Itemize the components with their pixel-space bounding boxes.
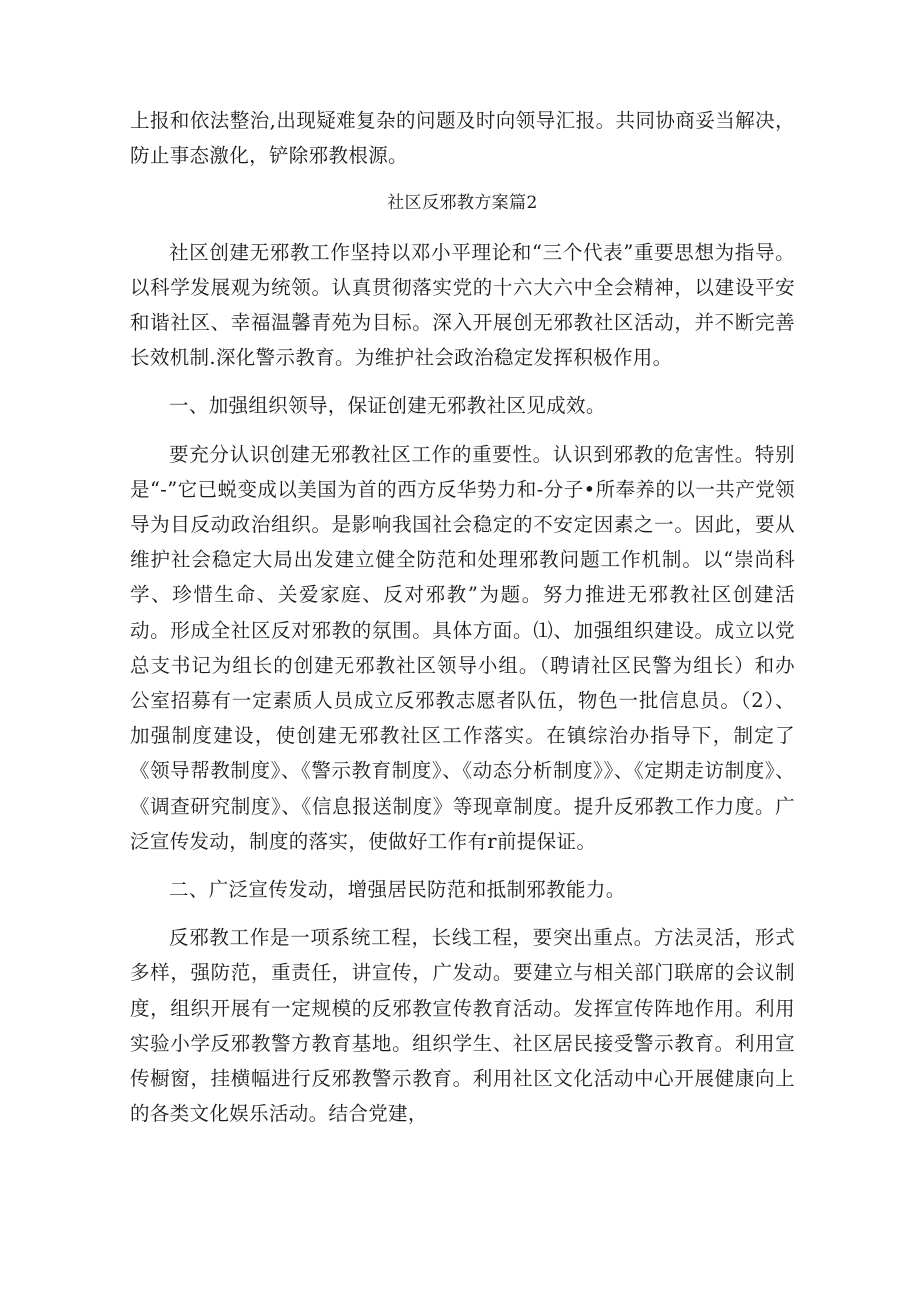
subheading-publicity: 二、广泛宣传发动，增强居民防范和抵制邪教能力。 bbox=[169, 878, 626, 902]
subheading-organization: 一、加强组织领导，保证创建无邪教社区见成效。 bbox=[169, 394, 606, 418]
section-heading: 社区反邪教方案篇2 bbox=[387, 193, 538, 214]
document-body bbox=[130, 103, 795, 1144]
paragraph-publicity: 反邪教工作是一项系统工程，长线工程，要突出重点。方法灵活，形式多样，强防范，重责任，讲宣传，广发动。要建立与相关部门联席的会议制度，组织开展有一定规模的反邪教宣传教育活动。发挥宣传阵地作用。利用实验小学反邪教警方教育基地。组织学生、社区居民接受警示教育。利用宣传橱窗，挂横幅进行反邪教警示教育。利用社区文化活动中心开展健康向上的各类文化娱乐活动。结合党建， bbox=[130, 926, 795, 1126]
paragraph-organization: 要充分认识创建无邪教社区工作的重要性。认识到邪教的危害性。特别是“-”它已蜕变成以美国为首的西方反华势力和-分子•所奉养的以一共产党领导为目反动政治组织。是影响我国社会稳定的不安定因素之一。因此，要从维护社会稳定大局出发建立健全防范和处理邪教问题工作机制。以“崇尚科学、珍惜生命、关爱家庭、反对邪教”为题。努力推进无邪教社区创建活动。形成全社区反对邪教的氛围。具体方面。⑴、加强组织建设。成立以党总支书记为组长的创建无邪教社区领导小组。（聘请社区民警为组长）和办公室招募有一定素质人员成立反邪教志愿者队伍，物色一批信息员。（2）、加强制度建设，使创建无邪教社区工作落实。在镇综治办指导下，制定了《领导帮教制度》、《警示教育制度》、《动态分析制度》》、《定期走访制度》、《调查研究制度》、《信息报送制度》等现章制度。提升反邪教工作力度。广泛宣传发动，制度的落实，使做好工作有r前提保证。 bbox=[130, 442, 795, 853]
paragraph-guiding-principle: 社区创建无邪教工作坚持以邓小平理论和“三个代表”重要思想为指导。以科学发展观为统领。认真贯彻落实党的十六大六中全会精神，以建设平安和谐社区、幸福温馨青苑为目标。深入开展创无邪教社区活动，并不断完善长效机制.深化警示教育。为维护社会政治稳定发挥积极作用。 bbox=[130, 240, 795, 370]
paragraph-continuation: 上报和依法整治,出现疑难复杂的问题及时向领导汇报。共同协商妥当解决，防止事态激化，铲除邪教根源。 bbox=[130, 109, 795, 168]
